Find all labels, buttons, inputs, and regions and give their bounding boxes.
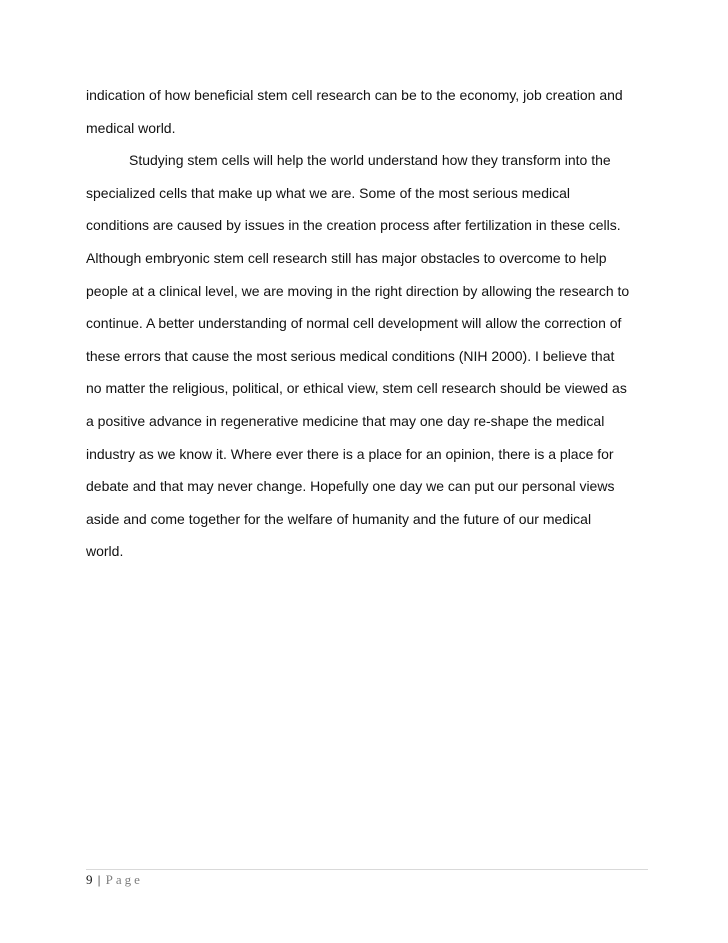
page-number: 9 (86, 872, 93, 887)
footer-separator: | (97, 872, 101, 887)
text-line: indication of how beneficial stem cell research can be to the economy, job creation and (86, 87, 623, 103)
text-line: conditions are caused by issues in the creation process after fertilization in these cells. (86, 217, 621, 234)
text-line: debate and that may never change. Hopefully one day we can put our personal views (86, 478, 615, 495)
text-line: a positive advance in regenerative medicine that may one day re-shape the medical (86, 412, 605, 429)
text-line: these errors that cause the most serious medical conditions (NIH 2000). I believe that (86, 347, 615, 364)
body-text (86, 84, 648, 573)
page-footer (86, 872, 143, 888)
page-label: Page (105, 872, 143, 887)
paragraph-first-line: Studying stem cells will help the world understand how they transform into the (129, 152, 611, 169)
text-line: no matter the religious, political, or ethical view, stem cell research should be viewed as (86, 380, 627, 397)
text-line: aside and come together for the welfare of humanity and the future of our medical (86, 510, 592, 527)
text-line: world. (86, 543, 124, 560)
text-line: people at a clinical level, we are moving in the right direction by allowing the research to (86, 282, 630, 299)
text-line: medical world. (86, 119, 176, 136)
text-line: industry as we know it. Where ever there is a place for an opinion, there is a place for (86, 445, 614, 462)
text-line: Although embryonic stem cell research still has major obstacles to overcome to help (86, 249, 607, 266)
text-line: continue. A better understanding of normal cell development will allow the correction of (86, 315, 622, 332)
text-line: specialized cells that make up what we are. Some of the most serious medical (86, 184, 571, 201)
footer-divider (86, 869, 648, 870)
